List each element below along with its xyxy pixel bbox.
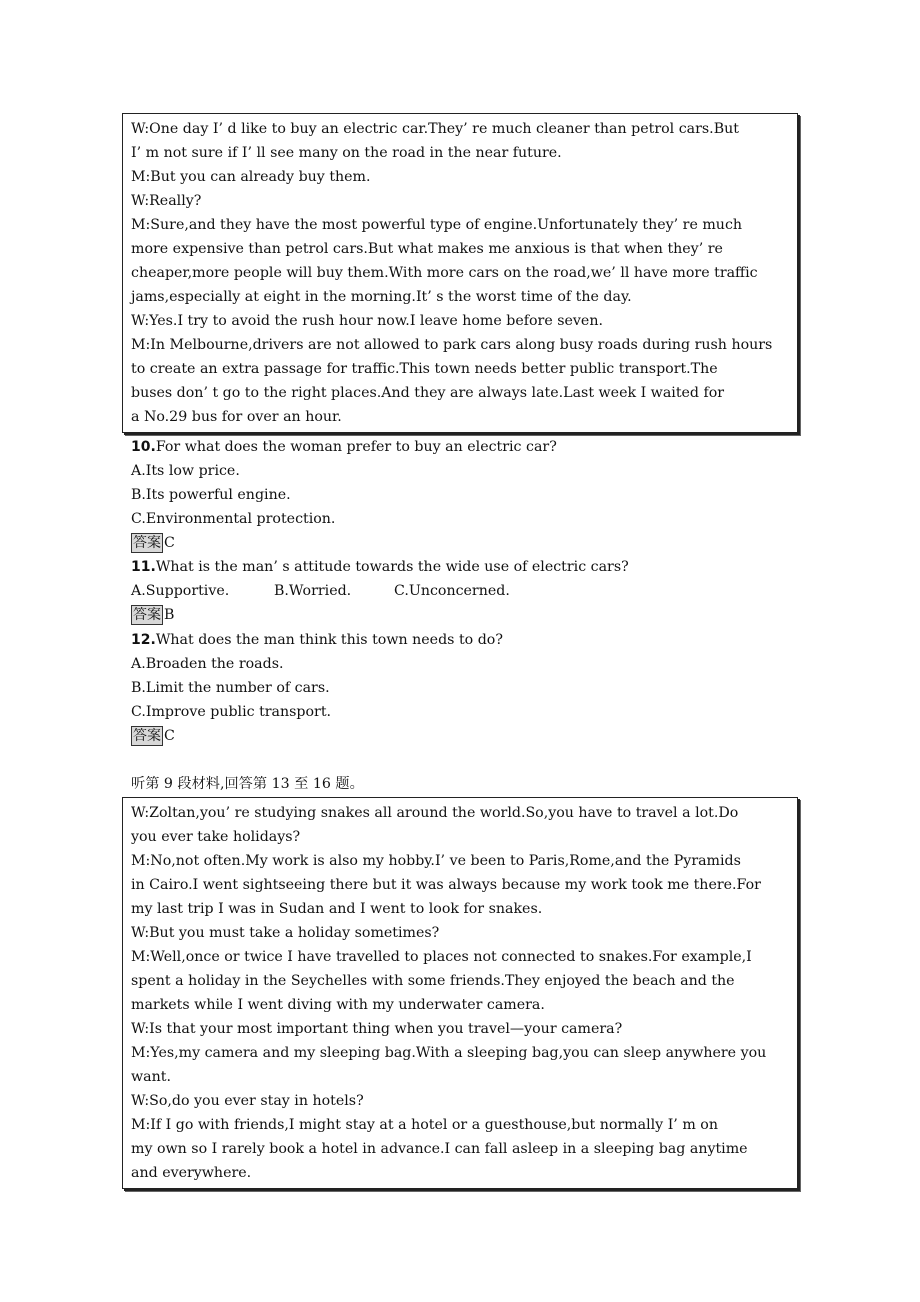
transcript-line: W:Really? bbox=[131, 193, 202, 209]
transcript-line: W:Yes.I try to avoid the rush hour now.I leave home before seven. bbox=[131, 313, 603, 329]
question-text: What is the man’ s attitude towards the wide use of electric cars? bbox=[155, 559, 629, 575]
transcript-line: M:No,not often.My work is also my hobby.I’ ve been to Paris,Rome,and the Pyramids bbox=[131, 853, 741, 869]
option-c: C.Improve public transport. bbox=[131, 704, 332, 720]
transcript-line: you ever take holidays? bbox=[131, 829, 301, 845]
transcript-line: W:So,do you ever stay in hotels? bbox=[131, 1093, 364, 1109]
answer-badge: 答案 bbox=[133, 535, 161, 551]
question-number: 10. bbox=[131, 439, 156, 455]
transcript-line: spent a holiday in the Seychelles with some friends.They enjoyed the beach and the bbox=[131, 973, 735, 989]
question-10 bbox=[131, 435, 557, 459]
option-c: C.Unconcerned. bbox=[394, 583, 510, 599]
transcript-line: M:Well,once or twice I have travelled to places not connected to snakes.For example,I bbox=[131, 949, 752, 965]
answer-row bbox=[131, 724, 175, 748]
transcript-line: cheaper,more people will buy them.With more cars on the road,we’ ll have more traffic bbox=[131, 265, 758, 281]
question-12 bbox=[131, 628, 503, 652]
option-c: C.Environmental protection. bbox=[131, 511, 336, 527]
transcript-line: my own so I rarely book a hotel in advance.I can fall asleep in a sleeping bag anytime bbox=[131, 1141, 748, 1157]
transcript-line: I’ m not sure if I’ ll see many on the road in the near future. bbox=[131, 145, 562, 161]
question-text: What does the man think this town needs to do? bbox=[155, 632, 503, 648]
answer-value: C bbox=[164, 728, 175, 744]
answer-value: B bbox=[164, 607, 175, 623]
transcript-line: M:Sure,and they have the most powerful type of engine.Unfortunately they’ re much bbox=[131, 217, 743, 233]
question-number: 11. bbox=[131, 559, 156, 575]
question-number: 12. bbox=[131, 632, 156, 648]
option-b: B.Limit the number of cars. bbox=[131, 680, 330, 696]
answer-row bbox=[131, 603, 174, 627]
options-row bbox=[131, 579, 510, 603]
transcript-box-2 bbox=[122, 797, 798, 1189]
answer-badge: 答案 bbox=[133, 728, 161, 744]
transcript-line: M:In Melbourne,drivers are not allowed to park cars along busy roads during rush hours bbox=[131, 337, 773, 353]
transcript-line: W:Zoltan,you’ re studying snakes all around the world.So,you have to travel a lot.Do bbox=[131, 805, 739, 821]
transcript-line: buses don’ t go to the right places.And they are always late.Last week I waited for bbox=[131, 385, 725, 401]
transcript-line: in Cairo.I went sightseeing there but it was always because my work took me there.For bbox=[131, 877, 761, 893]
section-heading: 听第 9 段材料,回答第 13 至 16 题。 bbox=[131, 776, 364, 792]
transcript-line: my last trip I was in Sudan and I went to look for snakes. bbox=[131, 901, 543, 917]
transcript-box-1 bbox=[122, 113, 798, 433]
answer-row bbox=[131, 531, 175, 555]
transcript-line: and everywhere. bbox=[131, 1165, 252, 1181]
transcript-line: W:But you must take a holiday sometimes? bbox=[131, 925, 440, 941]
transcript-line: M:But you can already buy them. bbox=[131, 169, 371, 185]
transcript-line: M:Yes,my camera and my sleeping bag.With a sleeping bag,you can sleep anywhere you bbox=[131, 1045, 767, 1061]
question-11 bbox=[131, 555, 629, 579]
transcript-line: to create an extra passage for traffic.This town needs better public transport.The bbox=[131, 361, 718, 377]
answer-badge: 答案 bbox=[133, 607, 161, 623]
option-a: A.Broaden the roads. bbox=[131, 656, 284, 672]
option-a: A.Supportive. bbox=[131, 583, 230, 599]
transcript-line: want. bbox=[131, 1069, 171, 1085]
transcript-line: W:Is that your most important thing when you travel—your camera? bbox=[131, 1021, 623, 1037]
transcript-line: markets while I went diving with my underwater camera. bbox=[131, 997, 545, 1013]
transcript-line: jams,especially at eight in the morning.It’ s the worst time of the day. bbox=[131, 289, 632, 305]
transcript-line: M:If I go with friends,I might stay at a hotel or a guesthouse,but normally I’ m on bbox=[131, 1117, 718, 1133]
transcript-line: more expensive than petrol cars.But what makes me anxious is that when they’ re bbox=[131, 241, 723, 257]
transcript-line: a No.29 bus for over an hour. bbox=[131, 409, 342, 425]
option-b: B.Worried. bbox=[274, 583, 352, 599]
transcript-line: W:One day I’ d like to buy an electric car.They’ re much cleaner than petrol cars.But bbox=[131, 121, 739, 137]
answer-value: C bbox=[164, 535, 175, 551]
option-a: A.Its low price. bbox=[131, 463, 240, 479]
question-text: For what does the woman prefer to buy an electric car? bbox=[155, 439, 557, 455]
option-b: B.Its powerful engine. bbox=[131, 487, 291, 503]
